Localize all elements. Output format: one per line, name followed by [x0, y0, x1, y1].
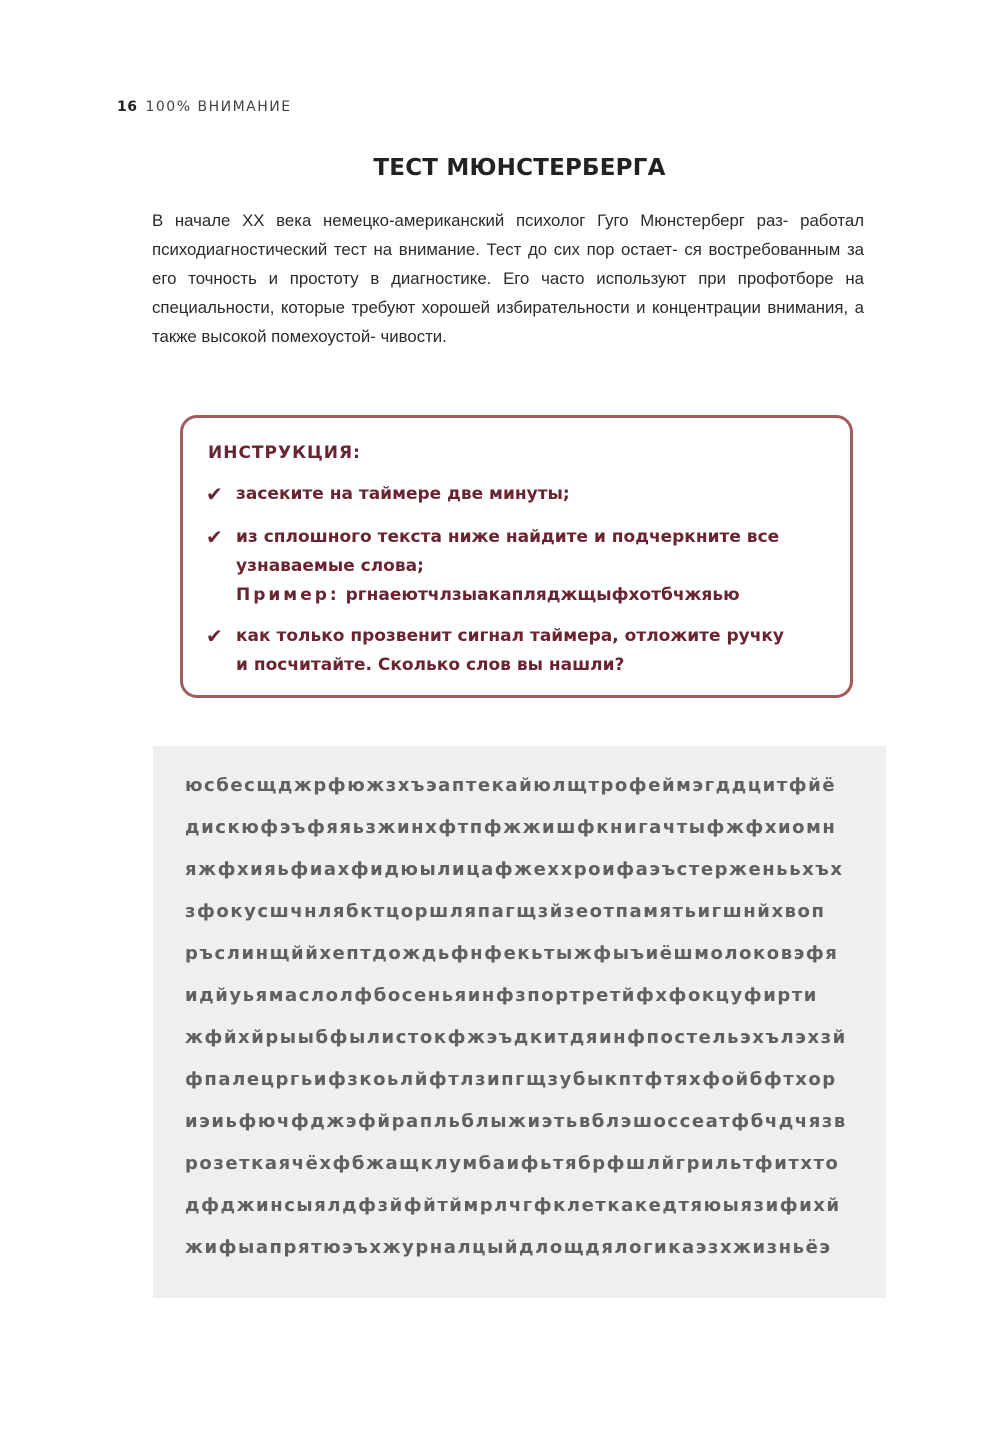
intro-line: ся востребованным за его точность и простоту в диагностике. Его часто	[152, 240, 864, 288]
check-icon: ✔	[206, 525, 223, 549]
letter-row: жфйхйрыыбфылистокфжэъдкитдяинфпостельэхълэхзй	[185, 1027, 847, 1048]
example-text: ргнаеютчлзыакапляджщыфхотбчжяью	[345, 585, 740, 605]
letter-row: яжфхияьфиахфидюылицафжеххроифаэъстерженььхъх	[185, 859, 844, 880]
instruction-item	[206, 523, 779, 610]
instruction-item	[206, 622, 784, 680]
letter-row: розеткаячёхфбжащклумбаифьтябрфшлйгрильтфитхто	[185, 1153, 840, 1174]
instruction-item	[206, 480, 570, 509]
intro-line: В начале XX века немецко-американский психолог Гуго Мюнстерберг раз-	[152, 211, 789, 230]
letter-row: иэиьфючфджэфйрапльблыжиэтьвблэшоссеатфбчдчязв	[185, 1111, 847, 1132]
intro-line: чивости.	[380, 327, 447, 346]
example-line	[236, 581, 779, 610]
book-title: 100% ВНИМАНИЕ	[145, 99, 292, 115]
page-title: ТЕСТ МЮНСТЕРБЕРГА	[373, 155, 666, 181]
intro-line: избирательности и концентрации внимания, а также высокой помехоустой-	[152, 298, 864, 346]
instruction-item-text: из сплошного текста ниже найдите и подчеркните все	[236, 527, 780, 547]
check-icon: ✔	[206, 482, 223, 506]
letter-row: жифыапрятюэъхжурналцыйдлощдялогикаэзхжизньёэ	[185, 1237, 832, 1258]
intro-line: используют при профотборе на специальности, которые требуют хорошей	[152, 269, 865, 317]
instruction-item-text: и посчитайте. Сколько слов вы нашли?	[236, 655, 625, 675]
letter-row: дфджинсыялдфзйфйтймрлчгфклеткакедтяюыязифихй	[185, 1195, 841, 1216]
intro-line: работал психодиагностический тест на внимание. Тест до сих пор остает-	[152, 211, 864, 259]
letter-row: ръслинщййхептдождьфнфекьтыжфыъиёшмолоковэфя	[185, 943, 839, 964]
letter-row: дискюфэъфяяьзжинхфтпфжжишфкнигачтыфжфхиомн	[185, 817, 837, 838]
letter-row: юсбесщджрфюжзхъэаптекайюлщтрофеймэгддцитфйё	[185, 775, 837, 796]
instruction-item-text: как только прозвенит сигнал таймера, отложите ручку	[236, 626, 784, 646]
example-label: Пример:	[236, 585, 340, 605]
letter-row: фпалецргьифзкоьлйфтлзипгщзубыкптфтяхфойбфтхор	[185, 1069, 837, 1090]
check-icon: ✔	[206, 624, 223, 648]
page-number: 16	[117, 99, 138, 115]
instruction-item-text: узнаваемые слова;	[236, 556, 424, 576]
letter-row: идйуьямаслолфбосеньяинфзпортретйфхфокцуфирти	[185, 985, 818, 1006]
instruction-item-text: засеките на таймере две минуты;	[236, 484, 570, 504]
instruction-title: ИНСТРУКЦИЯ:	[208, 443, 361, 463]
letter-row: зфокусшчнлябктцоршляпагщзйзеотпамятьигшнйхвоп	[185, 901, 826, 922]
letter-grid-panel	[153, 746, 886, 1298]
